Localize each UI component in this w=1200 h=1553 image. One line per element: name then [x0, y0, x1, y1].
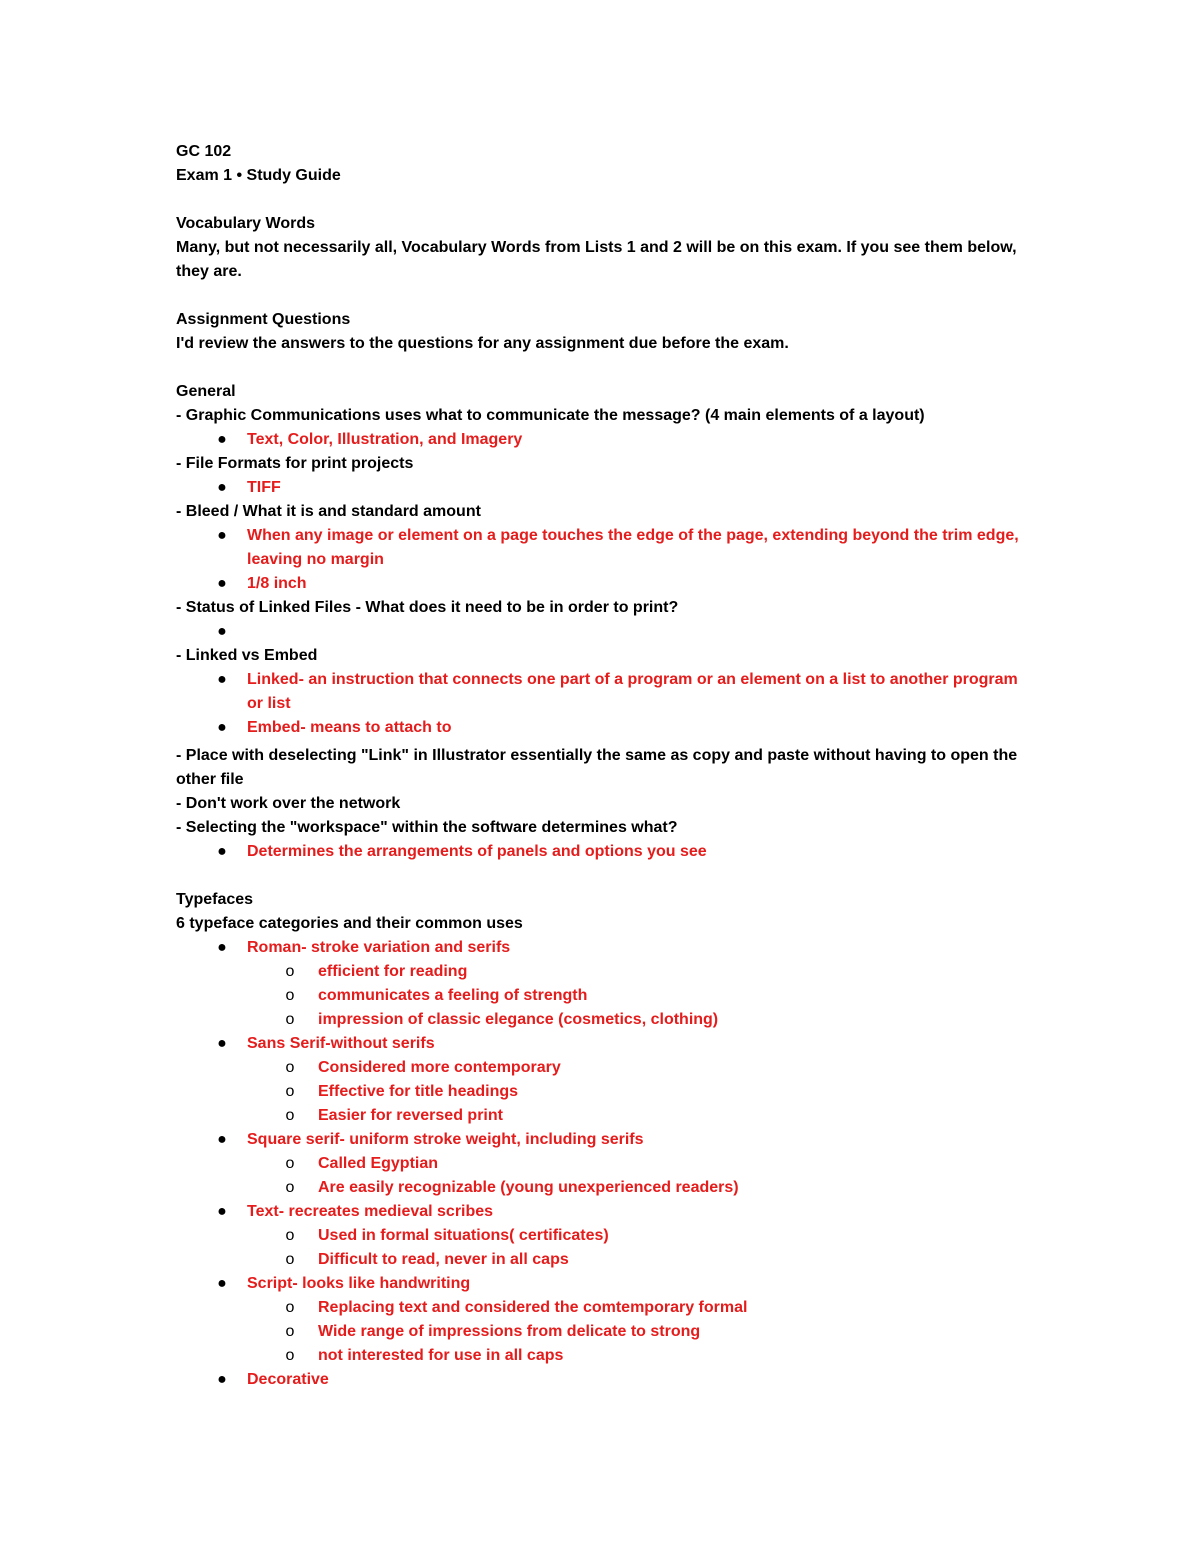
assignment-text: I'd review the answers to the questions for any assignment due before the exam.: [176, 335, 789, 352]
question-bleed: - Bleed / What it is and standard amount: [176, 503, 481, 520]
list-item: [176, 1272, 1036, 1296]
bullet-icon: ●: [217, 1131, 227, 1148]
bullet-icon: ●: [217, 527, 227, 544]
bullet-icon: ●: [217, 1275, 227, 1292]
typefaces-heading: Typefaces: [176, 891, 254, 908]
sub-list-item: [176, 960, 1036, 984]
bullet-icon: ●: [217, 623, 227, 640]
answer-linked: Linked- an instruction that connects one part of a program or an element on a list to another program or list: [247, 671, 1018, 712]
list-item: [176, 476, 1036, 500]
typeface-script: Script- looks like handwriting: [247, 1275, 471, 1292]
answer-file-formats: TIFF: [247, 479, 281, 496]
sub-list-item: [176, 1080, 1036, 1104]
document-subtitle: Exam 1 • Study Guide: [176, 167, 341, 184]
typeface-square-use: Are easily recognizable (young unexperienced readers): [318, 1179, 739, 1196]
answer-bleed-amount: 1/8 inch: [247, 575, 307, 592]
sub-list-item: [176, 1296, 1036, 1320]
question-file-formats: - File Formats for print projects: [176, 455, 414, 472]
typeface-roman-use: efficient for reading: [318, 963, 468, 980]
answer-embed: Embed- means to attach to: [247, 719, 452, 736]
bullet-icon: ●: [217, 575, 227, 592]
list-item-empty: [176, 620, 1036, 644]
typeface-sans-use: Considered more contemporary: [318, 1059, 561, 1076]
sub-list-item: [176, 1344, 1036, 1368]
typefaces-subheading: 6 typeface categories and their common uses: [176, 915, 523, 932]
typeface-square-serif: Square serif- uniform stroke weight, including serifs: [247, 1131, 644, 1148]
general-heading: General: [176, 383, 236, 400]
list-item: [176, 840, 1036, 864]
vocabulary-text: Many, but not necessarily all, Vocabulary Words from Lists 1 and 2 will be on this exam. If you see them below, they are.: [176, 239, 1017, 280]
sub-list-item: [176, 1008, 1036, 1032]
bullet-icon: ●: [217, 479, 227, 496]
question-elements: - Graphic Communications uses what to communicate the message? (4 main elements of a layout): [176, 407, 925, 424]
list-item: [176, 572, 1036, 596]
typeface-roman-use: impression of classic elegance (cosmetics, clothing): [318, 1011, 719, 1028]
bullet-icon: ●: [217, 719, 227, 736]
bullet-icon: ●: [217, 939, 227, 956]
sub-list-item: [176, 1104, 1036, 1128]
typeface-text-use: Difficult to read, never in all caps: [318, 1251, 569, 1268]
bullet-icon: ●: [217, 431, 227, 448]
typeface-sans-use: Effective for title headings: [318, 1083, 519, 1100]
list-item: [176, 428, 1036, 452]
question-linked-embed: - Linked vs Embed: [176, 647, 318, 664]
typeface-script-use: Wide range of impressions from delicate to strong: [318, 1323, 701, 1340]
sub-bullet-icon: o: [285, 1347, 295, 1364]
bullet-icon: ●: [217, 1035, 227, 1052]
list-item: [176, 1368, 1036, 1392]
sub-list-item: [176, 1224, 1036, 1248]
list-item: [176, 716, 1036, 740]
note-place-link: - Place with deselecting "Link" in Illustrator essentially the same as copy and paste without having to open the other file: [176, 747, 1018, 788]
sub-bullet-icon: o: [285, 1083, 295, 1100]
note-network: - Don't work over the network: [176, 795, 401, 812]
sub-bullet-icon: o: [285, 1011, 295, 1028]
answer-bleed-definition: When any image or element on a page touches the edge of the page, extending beyond the trim edge, leaving no margin: [247, 527, 1019, 568]
typeface-decorative: Decorative: [247, 1371, 329, 1388]
typeface-script-use: not interested for use in all caps: [318, 1347, 564, 1364]
list-item: [176, 668, 1036, 716]
assignment-heading: Assignment Questions: [176, 311, 351, 328]
sub-bullet-icon: o: [285, 1323, 295, 1340]
typeface-text: Text- recreates medieval scribes: [247, 1203, 494, 1220]
typeface-roman-use: communicates a feeling of strength: [318, 987, 588, 1004]
bullet-icon: ●: [217, 843, 227, 860]
sub-bullet-icon: o: [285, 1179, 295, 1196]
typeface-roman: Roman- stroke variation and serifs: [247, 939, 511, 956]
sub-list-item: [176, 984, 1036, 1008]
list-item: [176, 524, 1036, 572]
sub-bullet-icon: o: [285, 1251, 295, 1268]
typeface-sans-serif: Sans Serif-without serifs: [247, 1035, 435, 1052]
document-page: [176, 140, 1036, 1392]
answer-workspace: Determines the arrangements of panels and options you see: [247, 843, 707, 860]
bullet-icon: ●: [217, 1203, 227, 1220]
list-item: [176, 936, 1036, 960]
sub-bullet-icon: o: [285, 1299, 295, 1316]
answer-elements: Text, Color, Illustration, and Imagery: [247, 431, 523, 448]
sub-list-item: [176, 1176, 1036, 1200]
sub-bullet-icon: o: [285, 1227, 295, 1244]
typeface-text-use: Used in formal situations( certificates): [318, 1227, 609, 1244]
typeface-script-use: Replacing text and considered the comtemporary formal: [318, 1299, 748, 1316]
bullet-icon: ●: [217, 1371, 227, 1388]
list-item: [176, 1128, 1036, 1152]
list-item: [176, 1200, 1036, 1224]
sub-list-item: [176, 1320, 1036, 1344]
list-item: [176, 1032, 1036, 1056]
sub-list-item: [176, 1056, 1036, 1080]
sub-list-item: [176, 1152, 1036, 1176]
vocabulary-heading: Vocabulary Words: [176, 215, 315, 232]
question-linked-status: - Status of Linked Files - What does it need to be in order to print?: [176, 599, 679, 616]
sub-bullet-icon: o: [285, 1059, 295, 1076]
sub-list-item: [176, 1248, 1036, 1272]
sub-bullet-icon: o: [285, 1155, 295, 1172]
bullet-icon: ●: [217, 671, 227, 688]
sub-bullet-icon: o: [285, 963, 295, 980]
sub-bullet-icon: o: [285, 987, 295, 1004]
typeface-square-use: Called Egyptian: [318, 1155, 439, 1172]
course-title: GC 102: [176, 143, 232, 160]
sub-bullet-icon: o: [285, 1107, 295, 1124]
typeface-sans-use: Easier for reversed print: [318, 1107, 503, 1124]
question-workspace: - Selecting the "workspace" within the software determines what?: [176, 819, 678, 836]
